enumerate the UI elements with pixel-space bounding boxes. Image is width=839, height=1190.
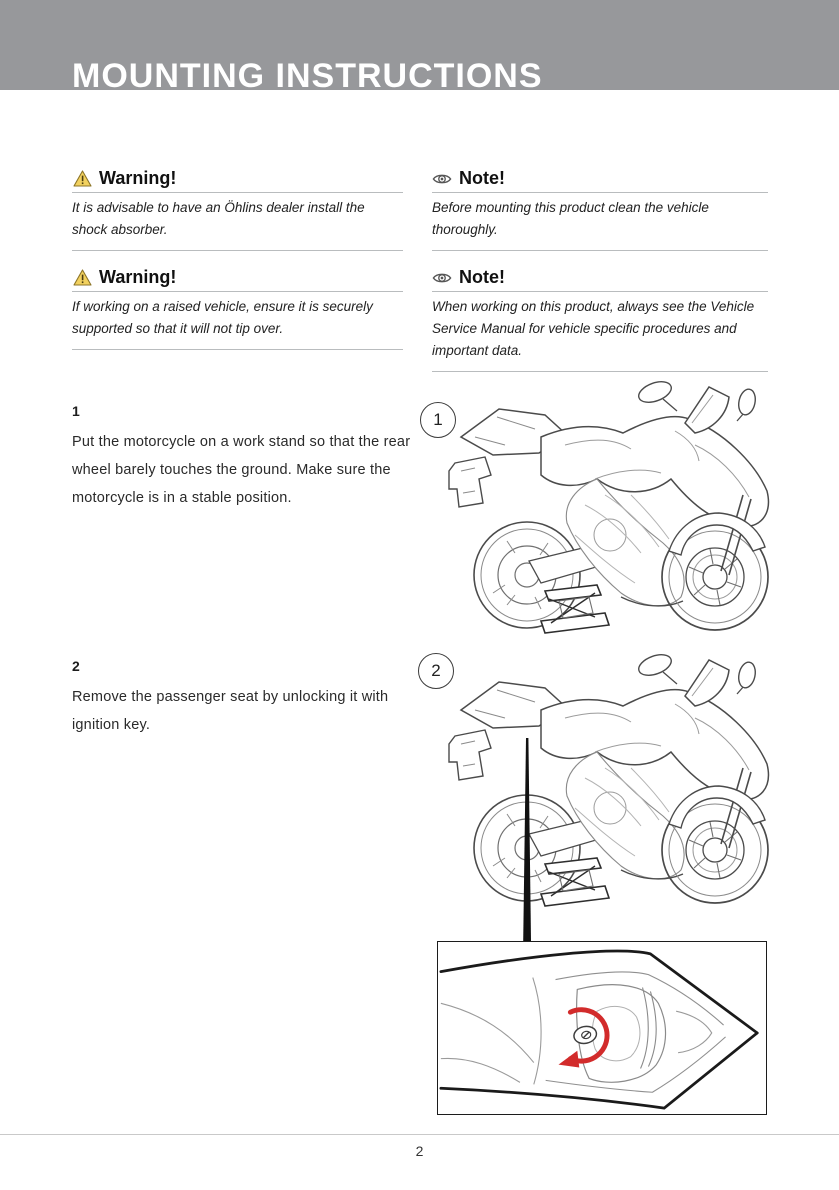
- warning-notice: [72, 168, 403, 251]
- motorcycle-figure-1: [445, 375, 775, 640]
- step-number: 2: [72, 658, 80, 674]
- seat-lock-inset-box: [437, 941, 767, 1115]
- warning-notice: [72, 267, 403, 350]
- notes-column: [432, 168, 768, 388]
- figure-1-number-badge: 1: [420, 402, 456, 438]
- page-header: [0, 0, 839, 95]
- seat-callout-leader-line: [523, 738, 531, 941]
- step-1: [72, 403, 422, 512]
- seat-lock-top-view: [438, 942, 766, 1114]
- note-notice: [432, 267, 768, 372]
- figure-2-number-badge: 2: [418, 653, 454, 689]
- note-notice: [432, 168, 768, 251]
- eye-icon: [432, 269, 452, 287]
- note-heading: [432, 168, 768, 193]
- step-text: Remove the passenger seat by unlocking it with ignition key.: [72, 689, 389, 733]
- eye-icon: [432, 170, 452, 188]
- step-2: [72, 658, 422, 739]
- motorcycle-line-art: [449, 651, 768, 906]
- note-heading: [432, 267, 768, 292]
- notice-body: It is advisable to have an Öhlins dealer install the shock absorber.: [72, 193, 403, 251]
- step-text: Put the motorcycle on a work stand so that the rear wheel barely touches the ground. Make sure the motorcycle is in a stable position.: [72, 434, 411, 506]
- motorcycle-figure-2: [445, 648, 775, 941]
- notice-title: Warning!: [99, 267, 177, 287]
- warning-heading: [72, 267, 403, 292]
- warning-triangle-icon: [72, 269, 92, 287]
- notice-body: Before mounting this product clean the vehicle thoroughly.: [432, 193, 768, 251]
- warning-triangle-icon: [72, 170, 92, 188]
- page-title: MOUNTING INSTRUCTIONS: [72, 57, 543, 95]
- warnings-column: [72, 168, 403, 366]
- page-number: 2: [415, 1143, 424, 1159]
- motorcycle-line-art: [449, 378, 768, 633]
- notice-body: When working on this product, always see the Vehicle Service Manual for vehicle specific procedures and important data.: [432, 292, 768, 372]
- warning-heading: [72, 168, 403, 193]
- notice-title: Note!: [459, 168, 505, 188]
- notice-title: Warning!: [99, 168, 177, 188]
- footer-divider: [0, 1134, 839, 1135]
- step-number: 1: [72, 403, 80, 419]
- notice-body: If working on a raised vehicle, ensure it is securely supported so that it will not tip over.: [72, 292, 403, 350]
- notice-title: Note!: [459, 267, 505, 287]
